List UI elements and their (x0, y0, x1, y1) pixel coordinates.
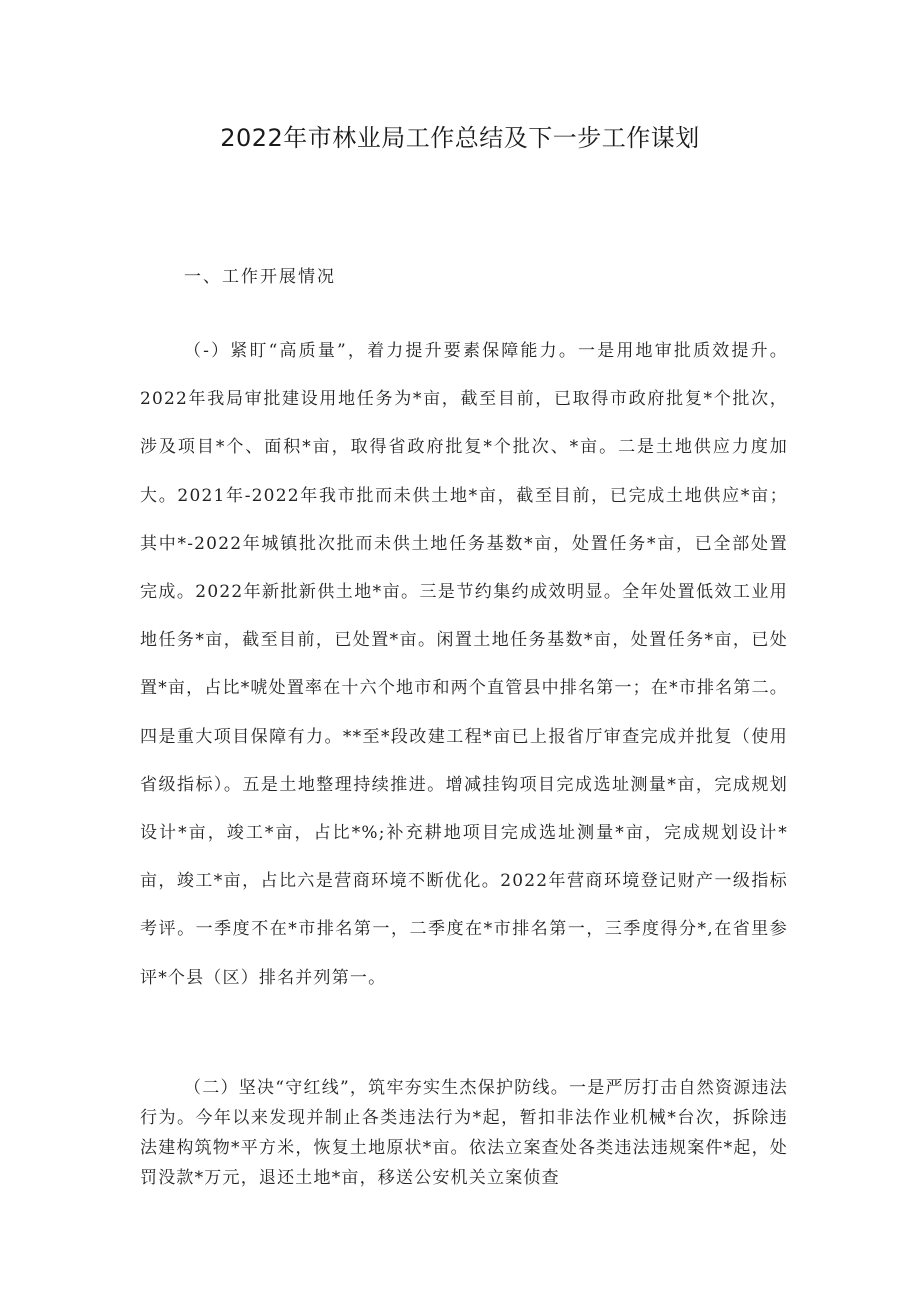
document-title: 2022年市林业局工作总结及下一步工作谋划 (220, 124, 700, 152)
paragraph-1: （-）紧盯“高质量”，着力提升要素保障能力。一是用地审批质效提升。2022年我局审批建设用地任务为*亩，截至目前，已取得市政府批复*个批次，涉及项目*个、面积*亩，取得省政府批复*个批次、*亩。二是土地供应力度加大。2021年-2022年我市批而未供土地*亩，截至目前，已完成土地供应*亩；其中*-2022年城镇批次批而未供土地任务基数*亩，处置任务*亩，已全部处置完成。2022年新批新供土地*亩。三是节约集约成效明显。全年处置低效工业用地任务*亩，截至目前，已处置*亩。闲置土地任务基数*亩，处置任务*亩，已处置*亩，占比*唬处置率在十六个地市和两个直管县中排名第一；在*市排名第二。四是重大项目保障有力。**至*段改建工程*亩已上报省厅审查完成并批复（使用省级指标）。五是土地整理持续推进。增减挂钩项目完成选址测量*亩，完成规划设计*亩，竣工*亩，占比*%;补充耕地项目完成选址测量*亩，完成规划设计*亩，竣工*亩，占比六是营商环境不断优化。2022年营商环境登记财产一级指标考评。一季度不在*市排名第一，二季度在*市排名第一，三季度得分*,在省里参评*个县（区）排名并列第一。 (140, 341, 788, 988)
section-heading: 一、工作开展情况 (184, 267, 336, 287)
paragraph-2: （二）坚决“守红线”，筑牢夯实生杰保护防线。一是严厉打击自然资源违法行为。今年以来发现并制止各类违法行为*起，暂扣非法作业机械*台次，拆除违法建构筑物*平方米，恢复土地原状*亩。依法立案查处各类违法违规案件*起，处罚没款*万元，退还土地*亩，移送公安机关立案侦查 (140, 1078, 788, 1188)
